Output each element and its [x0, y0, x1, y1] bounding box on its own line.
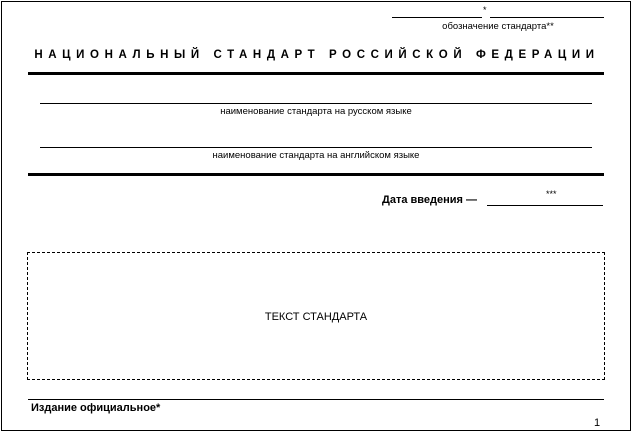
english-name-caption: наименование стандарта на английском языке — [212, 150, 420, 161]
title-rule — [28, 72, 604, 75]
names-bottom-rule — [28, 173, 604, 176]
russian-name-line — [40, 103, 592, 104]
page-number: 1 — [594, 417, 601, 429]
designation-asterisk: * — [483, 5, 487, 15]
designation-line-left — [392, 17, 482, 18]
edition-rule — [28, 399, 604, 400]
designation-label: обозначение стандарта** — [442, 21, 554, 32]
russian-name-caption: наименование стандарта на русском языке — [220, 106, 412, 117]
english-name-line — [40, 147, 592, 148]
introduction-date-block — [370, 190, 610, 210]
standard-designation-block — [390, 6, 606, 36]
introduction-date-label: Дата введения — — [382, 194, 477, 206]
standard-text-label: ТЕКСТ СТАНДАРТА — [264, 311, 368, 323]
designation-line-right — [490, 17, 604, 18]
introduction-date-asterisks: *** — [546, 189, 557, 199]
introduction-date-line — [487, 205, 603, 206]
national-standard-title: НАЦИОНАЛЬНЫЙ СТАНДАРТ РОССИЙСКОЙ ФЕДЕРАЦИИ — [34, 49, 600, 61]
standard-text-box — [27, 252, 605, 380]
official-edition-label: Издание официальное* — [31, 402, 161, 414]
